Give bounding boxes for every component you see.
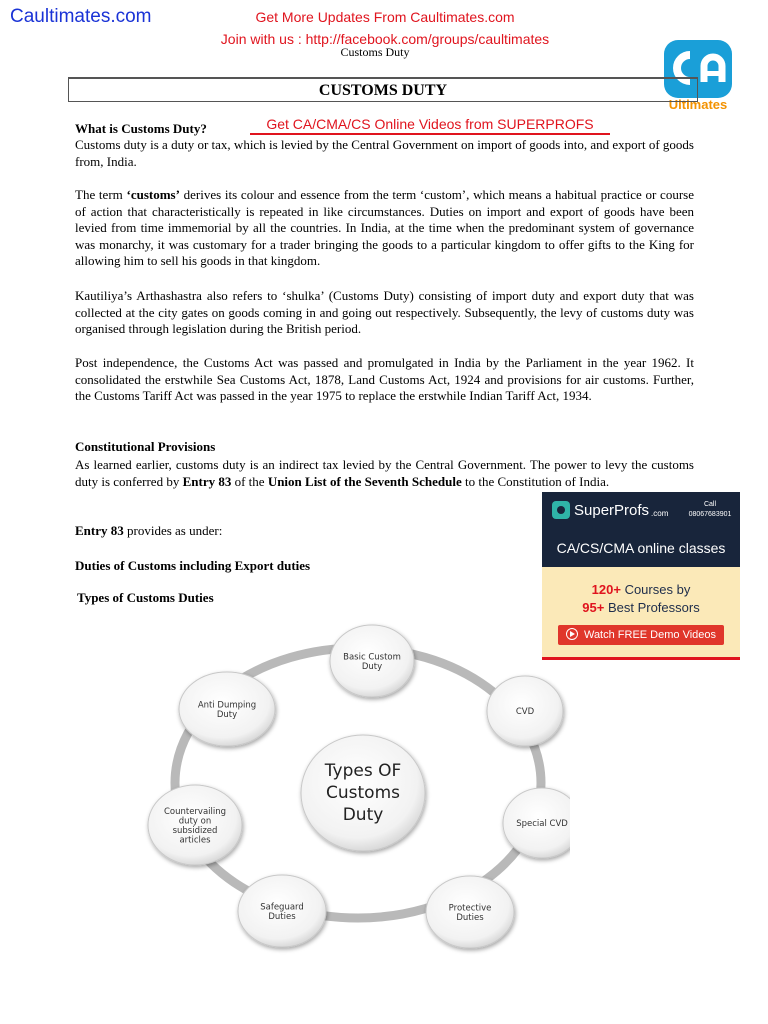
term-customs-bold: ‘customs’ — [126, 187, 180, 202]
center-label-line: Duty — [342, 805, 384, 825]
section-heading-what-is: What is Customs Duty? — [75, 121, 207, 136]
heading-constitutional-provisions: Constitutional Provisions — [75, 439, 216, 454]
paragraph-definition: Customs duty is a duty or tax, which is levied by the Central Government on import of goods into, and export of goods from, India. — [75, 137, 694, 169]
diagram-node — [148, 785, 242, 865]
diagram-node-label: Safeguard — [260, 902, 304, 913]
diagram-node-label: Protective — [448, 903, 492, 914]
superprofs-ad[interactable] — [542, 492, 740, 660]
superprofs-brand — [552, 501, 668, 519]
diagram-node — [426, 876, 514, 948]
superprofs-logo-icon — [552, 501, 570, 519]
diagram-node — [238, 875, 326, 947]
diagram-node-label: Duty — [361, 661, 383, 672]
superprofs-brand-suffix: .com — [651, 508, 669, 518]
ad-courses-text: Courses by — [620, 582, 691, 597]
paragraph-constitutional — [75, 457, 694, 490]
superprofs-brand-name: SuperProfs — [574, 501, 650, 519]
ad-courses-count: 120+ — [591, 582, 621, 597]
diagram-node-label: Anti Dumping — [197, 700, 257, 711]
document-title: CUSTOMS DUTY — [68, 77, 698, 102]
text-run: As learned earlier, customs duty is an indirect tax levied by the Central Government. The power to levy the customs duty is conferred by — [75, 457, 694, 489]
diagram-node-label: articles — [179, 835, 211, 846]
text-run: to the Constitution of India. — [461, 473, 610, 489]
paragraph-term-customs — [75, 187, 694, 270]
diagram-center — [301, 735, 425, 851]
ad-call-label: Call — [703, 501, 717, 508]
ad-professors-count: 95+ — [582, 600, 605, 615]
diagram-node — [330, 625, 414, 697]
promo-updates-line: Get More Updates From Caultimates.com — [255, 9, 515, 25]
entry-83-bold: Entry 83 — [182, 473, 232, 489]
paragraph-arthashastra: Kautiliya’s Arthashastra also refers to ‘shulka’ (Customs Duty) consisting of import duty and export duty that was collected at the city gates on goods coming in and going out respectively. Subsequently, the levy of customs duty was organised through legislation during the British period. — [75, 288, 694, 337]
diagram-node-label: Basic Custom — [343, 652, 401, 663]
text-run: of the — [231, 473, 268, 489]
customs-duty-types-diagram — [140, 615, 570, 955]
entry-83-line — [75, 523, 222, 539]
center-label-line: Types OF — [324, 761, 402, 781]
diagram-node-label: subsidized — [172, 825, 218, 836]
logo-text: Ultimates — [668, 97, 728, 112]
watch-demo-label: Watch FREE Demo Videos — [583, 629, 717, 641]
diagram-node-label: Duty — [216, 709, 238, 720]
watch-demo-button[interactable] — [558, 625, 724, 645]
ad-headline: CA/CS/CMA online classes — [556, 540, 726, 556]
ad-call — [682, 500, 738, 520]
diagram-node-label: Countervailing — [163, 806, 227, 817]
diagram-node-label: duty on — [178, 816, 212, 827]
superprofs-video-link[interactable]: Get CA/CMA/CS Online Videos from SUPERPROFS — [250, 116, 610, 135]
ad-courses-line — [542, 582, 740, 597]
ad-professors-line — [542, 600, 740, 615]
promo-facebook-link[interactable]: Join with us : http://facebook.com/groups/caultimates — [220, 31, 550, 47]
running-header: Customs Duty — [340, 45, 410, 59]
ad-call-number: 08067683901 — [688, 511, 732, 518]
heading-duties-of-customs: Duties of Customs including Export duties — [75, 558, 311, 573]
diagram-node-label: Duties — [456, 912, 484, 923]
center-label-line: Customs — [326, 783, 400, 803]
diagram-node-label: Duties — [268, 911, 296, 922]
entry-83-label: Entry 83 — [75, 523, 124, 538]
ad-professors-text: Best Professors — [604, 600, 700, 615]
diagram-node-label: CVD — [515, 707, 535, 717]
diagram-node — [503, 788, 570, 858]
text-run: provides as under: — [123, 523, 223, 538]
heading-types-of-duties: Types of Customs Duties — [77, 590, 214, 605]
union-list-bold: Union List of the Seventh Schedule — [267, 473, 462, 489]
text-run: derives its colour and essence from the term ‘custom’, which means a habitual practice or course of action that characteristically is repeated in like circumstances. Duties on import and export of goods have been levied from time immemorial by all the countries. In India, at the time when the predominant system of governance was monarchy, it was customary for a trader bringing the goods to a particular kingdom to offer gifts to the King for allowing him to sell his goods in that kingdom. — [75, 187, 694, 269]
text-run: The term — [75, 187, 127, 202]
diagram-node — [487, 676, 563, 746]
site-name[interactable]: Caultimates.com — [10, 6, 152, 27]
diagram-node-label: Special CVD — [516, 819, 568, 829]
diagram-node — [179, 672, 275, 746]
paragraph-post-independence: Post independence, the Customs Act was passed and promulgated in India by the Parliament in the year 1962. It consolidated the erstwhile Sea Customs Act, 1878, Land Customs Act, 1924 and provisions for air customs. Further, the Customs Tariff Act was passed in the year 1975 to replace the erstwhile Indian Tariff Act, 1934. — [75, 355, 694, 404]
